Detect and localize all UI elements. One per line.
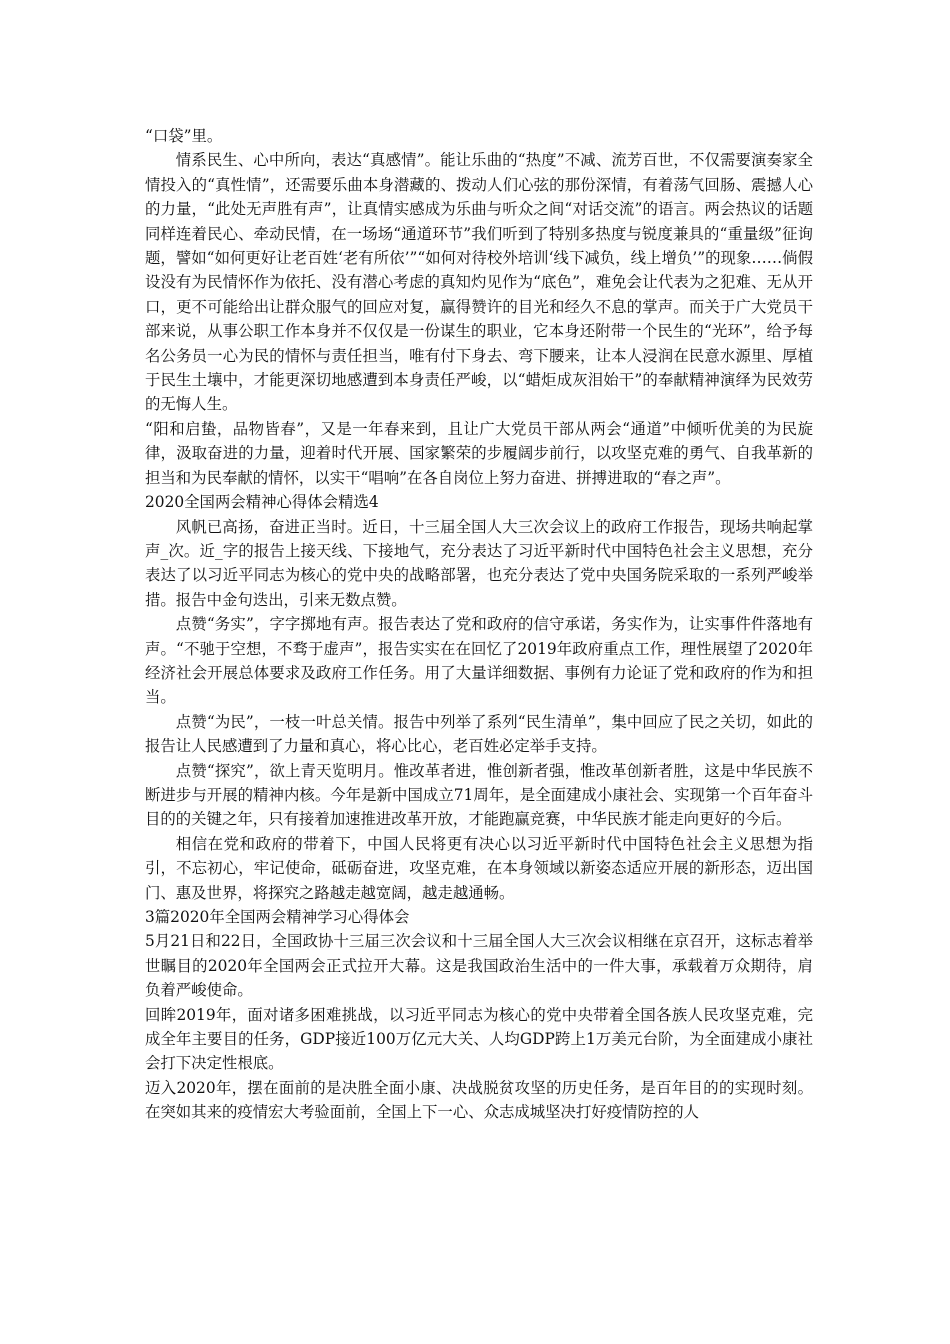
paragraph: 5月21日和22日，全国政协十三届三次会议和十三届全国人大三次会议相继在京召开，这标志着举世瞩目的2020年全国两会正式拉开大幕。这是我国政治生活中的一件大事，承载着万众期待，肩负着严峻使命。 [145,932,813,1000]
paragraph: 迈入2020年，摆在面前的是决胜全面小康、决战脱贫攻坚的历史任务，是百年目的的实现时刻。在突如其来的疫情宏大考验面前，全国上下一心、众志成城坚决打好疫情防控的人 [145,1078,813,1122]
paragraph: 点赞“为民”，一枝一叶总关情。报告中列举了系列“民生清单”，集中回应了民之关切，如此的报告让人民感遭到了力量和真心，将心比心，老百姓必定举手支持。 [145,712,813,756]
document-page [145,124,813,1125]
paragraph: “阳和启蛰，品物皆春”，又是一年春来到，且让广大党员干部从两会“通道”中倾听优美的为民旋律，汲取奋进的力量，迎着时代开展、国家繁荣的步履阔步前行，以攻坚克难的勇气、自我革新的担当和为民奉献的情怀，以实干“唱响”在各自岗位上努力奋进、拼搏进取的“春之声”。 [145,419,813,487]
paragraph: 相信在党和政府的带着下，中国人民将更有决心以习近平新时代中国特色社会主义思想为指引，不忘初心，牢记使命，砥砺奋进，攻坚克难，在本身领域以新姿态适应开展的新形态，迈出国门、惠及世界，将探究之路越走越宽阔，越走越通畅。 [145,834,813,902]
section-heading: 3篇2020年全国两会精神学习心得体会 [145,908,410,926]
paragraph: 情系民生、心中所向，表达“真感情”。能让乐曲的“热度”不减、流芳百世，不仅需要演奏家全情投入的“真性情”，还需要乐曲本身潜藏的、拨动人们心弦的那份深情，有着荡气回肠、震撼人心的力量，“此处无声胜有声”，让真情实感成为乐曲与听众之间“对话交流”的语言。两会热议的话题同样连着民心、牵动民情，在一场场“通道环节”我们听到了特别多热度与锐度兼具的“重量级”征询题，譬如“如何更好让老百姓‘老有所依’”“如何对待校外培训‘线下减负，线上增负’”的现象……倘假设没有为民情怀作为依托、没有潜心考虑的真知灼见作为“底色”，难免会让代表为之犯难、无从开口，更不可能给出让群众服气的回应对复，赢得赞许的目光和经久不息的掌声。而关于广大党员干部来说，从事公职工作本身并不仅仅是一份谋生的职业，它本身还附带一个民生的“光环”，给予每名公务员一心为民的情怀与责任担当，唯有付下身去、弯下腰来，让本人浸润在民意水源里、厚植于民生土壤中，才能更深切地感遭到本身责任严峻，以“蜡炬成灰泪始干”的奉献精神演绎为民效劳的无悔人生。 [145,151,813,414]
paragraph: 风帆已高扬，奋进正当时。近日，十三届全国人大三次会议上的政府工作报告，现场共响起掌声_次。近_字的报告上接天线、下接地气，充分表达了习近平新时代中国特色社会主义思想，充分表达了以习近平同志为核心的党中央的战略部署，也充分表达了党中央国务院采取的一系列严峻举措。报告中金句迭出，引来无数点赞。 [145,517,813,609]
paragraph: “口袋”里。 [145,127,223,145]
paragraph: 点赞“探究”，欲上青天览明月。惟改革者进，惟创新者强，惟改革创新者胜，这是中华民族不断进步与开展的精神内核。今年是新中国成立71周年，是全面建成小康社会、实现第一个百年奋斗目的的关键之年，只有接着加速推进改革开放，才能跑赢竞赛，中华民族才能走向更好的今后。 [145,761,813,829]
paragraph: 点赞“务实”，字字掷地有声。报告表达了党和政府的信守承诺，务实作为，让实事件件落地有声。“不驰于空想，不骛于虚声”，报告实实在在回忆了2019年政府重点工作，理性展望了2020年经济社会开展总体要求及政府工作任务。用了大量详细数据、事例有力论证了党和政府的作为和担当。 [145,615,813,707]
section-heading: 2020全国两会精神心得体会精选4 [145,493,379,512]
paragraph: 回眸2019年，面对诸多困难挑战，以习近平同志为核心的党中央带着全国各族人民攻坚克难，完成全年主要目的任务，GDP接近100万亿元大关、人均GDP跨上1万美元台阶，为全面建成小康社会打下决定性根底。 [145,1005,813,1073]
